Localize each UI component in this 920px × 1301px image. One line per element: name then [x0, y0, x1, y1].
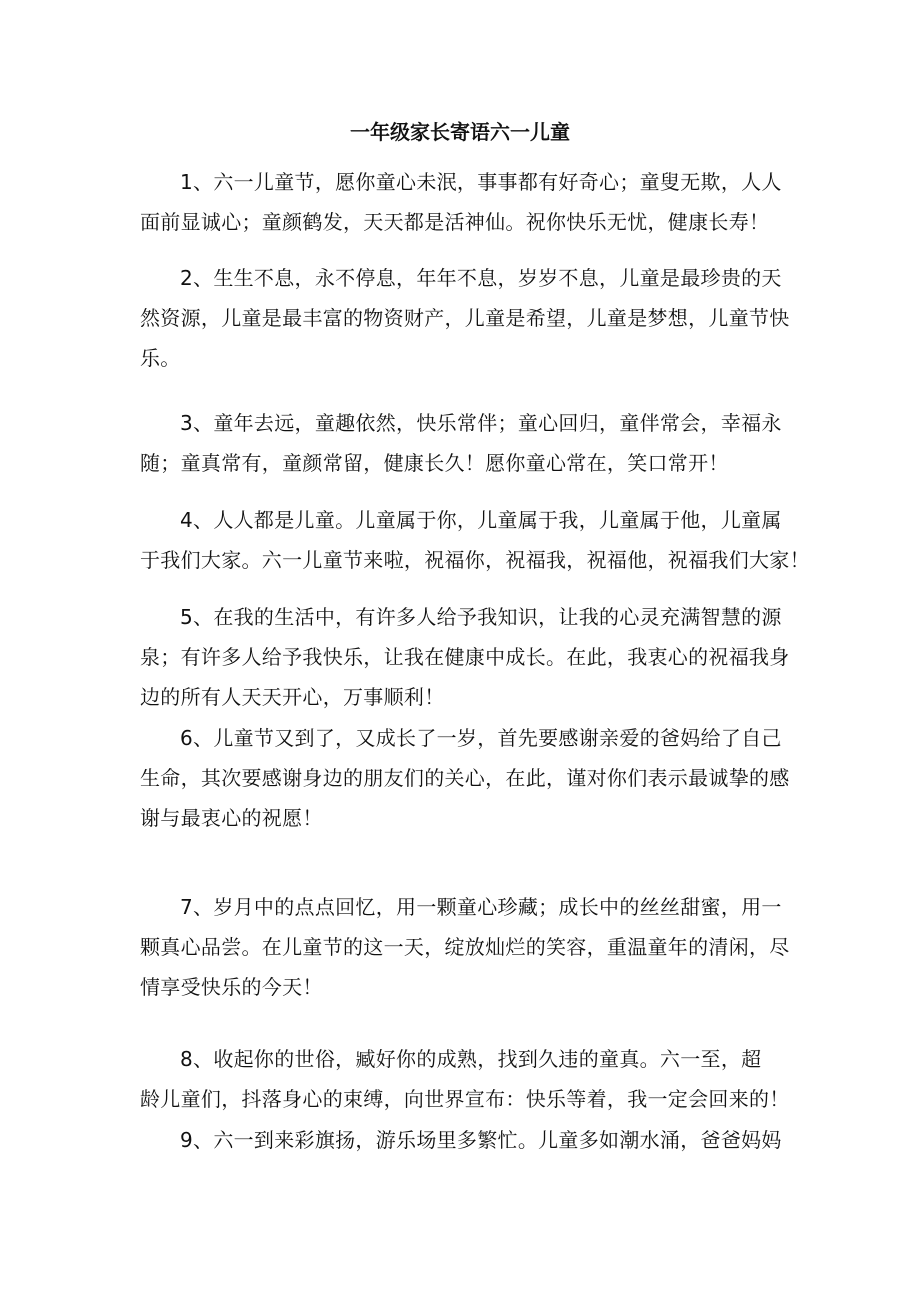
paragraph-8 — [140, 1039, 800, 1119]
paragraph-line: 于我们大家。六一儿童节来啦，祝福你，祝福我，祝福他，祝福我们大家！ — [140, 548, 810, 572]
paragraph-line: 泉；有许多人给予我快乐，让我在健康中成长。在此，我衷心的祝福我身 — [140, 645, 790, 669]
paragraph-line: 然资源，儿童是最丰富的物资财产，儿童是希望，儿童是梦想，儿童节快 — [140, 306, 790, 330]
paragraph-line: 8、收起你的世俗，臧好你的成熟，找到久违的童真。六一至，超 — [180, 1047, 762, 1071]
paragraph-line: 面前显诚心；童颜鹤发，天天都是活神仙。祝你快乐无忧，健康长寿！ — [140, 210, 770, 234]
paragraph-line: 乐。 — [140, 346, 181, 370]
paragraph-line: 边的所有人天天开心，万事顺利！ — [140, 685, 445, 709]
paragraph-line: 4、人人都是儿童。儿童属于你，儿童属于我，儿童属于他，儿童属 — [180, 508, 782, 532]
paragraph-line: 生命，其次要感谢身边的朋友们的关心，在此，谨对你们表示最诚挚的感 — [140, 766, 790, 790]
paragraph-5 — [140, 597, 800, 717]
paragraph-3 — [140, 403, 800, 483]
paragraph-line: 龄儿童们，抖落身心的束缚，向世界宣布：快乐等着，我一定会回来的！ — [140, 1087, 790, 1111]
paragraph-line: 随；童真常有，童颜常留，健康长久！愿你童心常在，笑口常开！ — [140, 451, 729, 475]
paragraph-line: 7、岁月中的点点回忆，用一颗童心珍藏；成长中的丝丝甜蜜，用一 — [180, 895, 782, 919]
paragraph-line: 颗真心品尝。在儿童节的这一天，绽放灿烂的笑容，重温童年的清闲，尽 — [140, 935, 790, 959]
paragraph-4 — [140, 500, 810, 580]
document-title: 一年级家长寄语六一儿童 — [350, 120, 570, 144]
paragraph-line: 谢与最衷心的祝愿！ — [140, 806, 323, 830]
paragraph-line: 情享受快乐的今天！ — [140, 975, 323, 999]
paragraph-line: 5、在我的生活中，有许多人给予我知识，让我的心灵充满智慧的源 — [180, 605, 782, 629]
paragraph-9 — [140, 1120, 800, 1160]
paragraph-7 — [140, 887, 800, 1007]
paragraph-line: 2、生生不息，永不停息，年年不息，岁岁不息，儿童是最珍贵的天 — [180, 266, 782, 290]
paragraph-1 — [140, 162, 800, 242]
paragraph-2 — [140, 258, 800, 378]
paragraph-line: 3、童年去远，童趣依然，快乐常伴；童心回归，童伴常会，幸福永 — [180, 411, 782, 435]
paragraph-line: 6、儿童节又到了，又成长了一岁，首先要感谢亲爱的爸妈给了自己 — [180, 726, 782, 750]
paragraph-line: 9、六一到来彩旗扬，游乐场里多繁忙。儿童多如潮水涌，爸爸妈妈 — [180, 1128, 782, 1152]
paragraph-6 — [140, 718, 800, 838]
paragraph-line: 1、六一儿童节，愿你童心未泯，事事都有好奇心；童叟无欺，人人 — [180, 170, 782, 194]
